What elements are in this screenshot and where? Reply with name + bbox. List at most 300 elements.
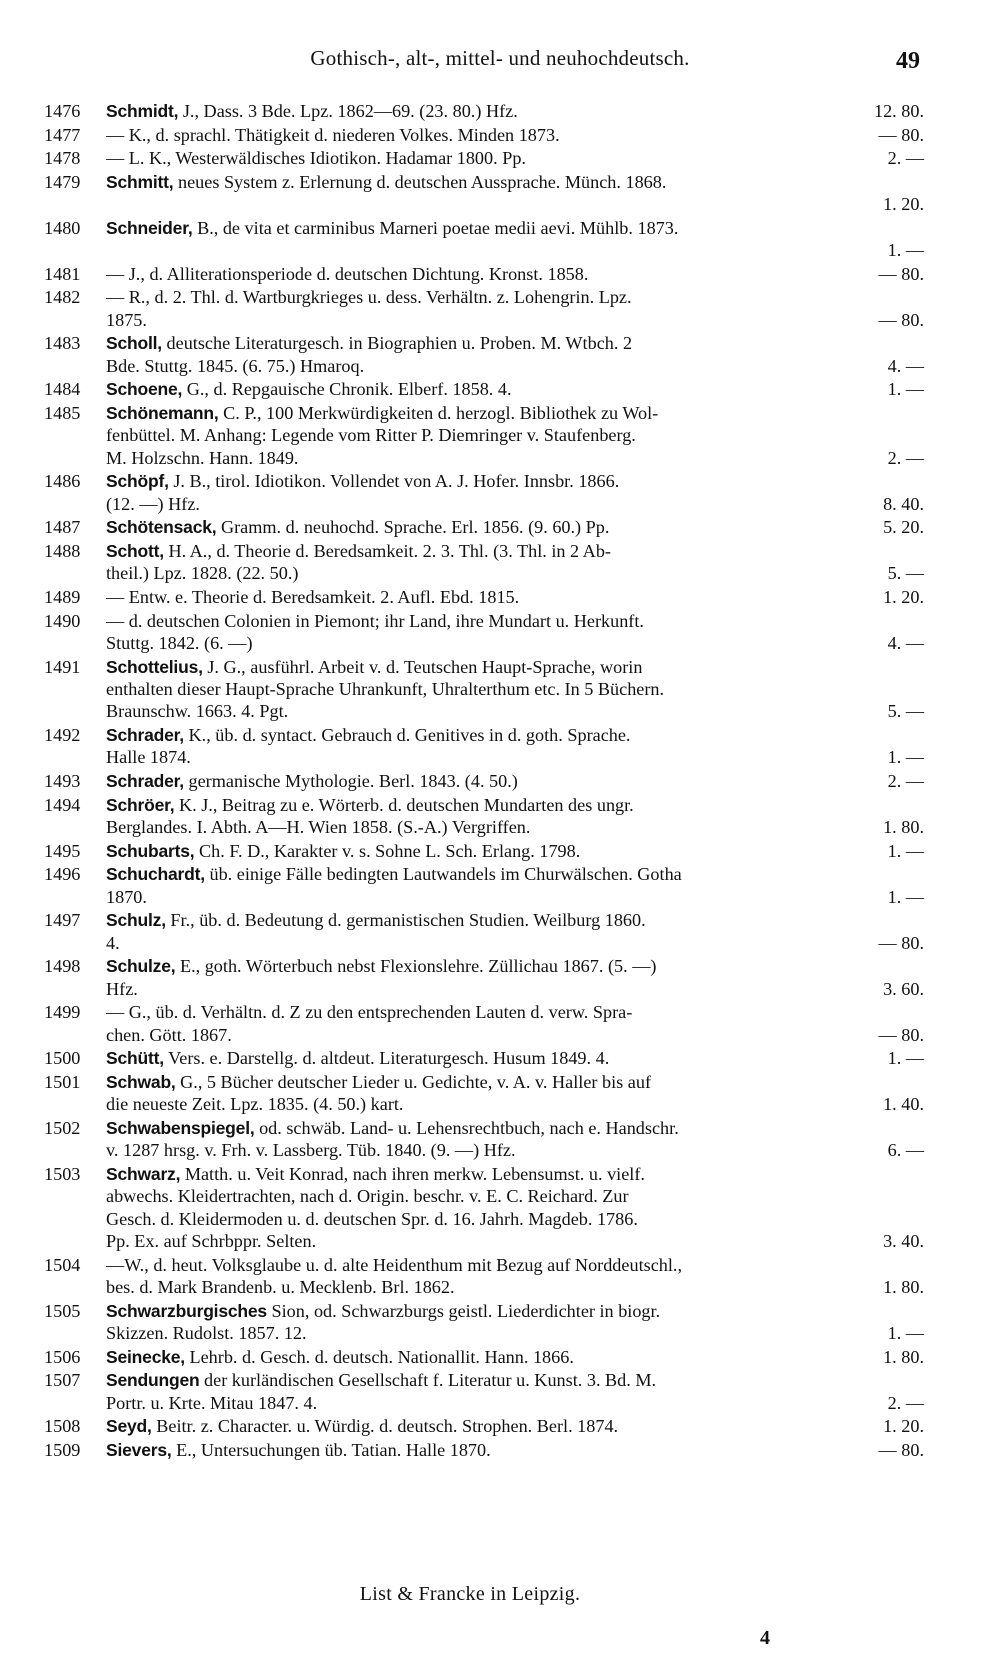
catalog-entry-list: [44, 100, 924, 1462]
entry-line: [106, 746, 924, 768]
entry-price: 1. —: [887, 886, 924, 907]
catalog-entry: [44, 1415, 924, 1437]
entry-line-text: G., d. Repgauische Chronik. Elberf. 1858. 4.: [186, 379, 512, 400]
entry-price: [916, 863, 924, 885]
entry-line-text: Vers. e. Darstellg. d. altdeut. Literaturgesch. Husum 1849. 4.: [168, 1048, 610, 1069]
entry-price: 1. 80.: [883, 1276, 924, 1297]
entry-number: 1481: [44, 263, 81, 284]
entry-line: [106, 286, 924, 308]
entry-line: [106, 263, 924, 285]
entry-text: [106, 1047, 609, 1069]
entry-line-text: bes. d. Mark Brandenb. u. Mecklenb. Brl. 1862.: [106, 1276, 455, 1297]
entry-line: [106, 909, 924, 931]
entry-price: [916, 332, 924, 354]
entry-text: [106, 171, 666, 193]
entry-text: [106, 955, 656, 977]
entry-price: — 80.: [878, 263, 924, 284]
entry-text: [106, 794, 634, 816]
entry-line: [106, 424, 924, 446]
entry-text: [106, 286, 632, 308]
entry-body: [106, 100, 924, 122]
entry-number: 1479: [44, 171, 81, 192]
entry-author: Schuchardt,: [106, 864, 205, 885]
catalog-entry: [44, 171, 924, 216]
entry-number: 1482: [44, 287, 81, 308]
entry-line-text: Ch. F. D., Karakter v. s. Sohne L. Sch. Erlang. 1798.: [199, 840, 581, 861]
entry-author: Schröer,: [106, 794, 175, 815]
entry-price: [916, 794, 924, 816]
entry-number: 1499: [44, 1002, 81, 1023]
entry-body: [106, 332, 924, 377]
entry-body: [106, 1001, 924, 1046]
catalog-entry: [44, 402, 924, 469]
entry-number: 1509: [44, 1439, 81, 1460]
entry-body: [106, 1254, 924, 1299]
entry-text: [106, 863, 682, 885]
entry-line: [106, 932, 924, 954]
entry-text: [106, 1254, 682, 1276]
entry-body: [106, 1117, 924, 1162]
entry-text: [106, 147, 526, 169]
catalog-entry: [44, 863, 924, 908]
entry-text: [106, 1208, 638, 1230]
entry-price: 8. 40.: [883, 493, 924, 514]
entry-author: Schütt,: [106, 1048, 164, 1069]
catalog-entry: [44, 378, 924, 400]
entry-line: [106, 493, 924, 515]
catalog-entry: [44, 147, 924, 169]
entry-price: 5. 20.: [883, 517, 924, 538]
entry-author: Schmidt,: [106, 101, 179, 121]
entry-number: 1489: [44, 586, 81, 607]
entry-line-text: C. P., 100 Merkwürdigkeiten d. herzogl. Bibliothek zu Wol-: [223, 402, 659, 423]
entry-price: 1. 20.: [883, 586, 924, 607]
entry-body: [106, 1415, 924, 1437]
entry-text: [106, 1163, 645, 1185]
entry-price: 3. 40.: [883, 1230, 924, 1251]
entry-price: [916, 1185, 924, 1207]
catalog-entry: [44, 656, 924, 723]
entry-line-text: Beitr. z. Character. u. Würdig. d. deutsch. Strophen. Berl. 1874.: [156, 1416, 619, 1437]
entry-line: [106, 678, 924, 700]
entry-price: 1. 20.: [883, 1416, 924, 1437]
entry-line-text: 4.: [106, 932, 120, 953]
entry-price: 5. —: [887, 701, 924, 722]
entry-number: 1507: [44, 1370, 81, 1391]
entry-price: [916, 286, 924, 308]
entry-price: [916, 1300, 924, 1322]
entry-price: 4. —: [887, 632, 924, 653]
catalog-entry: [44, 1163, 924, 1253]
entry-text: [106, 1185, 629, 1207]
entry-number: 1500: [44, 1048, 81, 1069]
entry-price: 1. —: [887, 379, 924, 400]
entry-line-text: — L. K., Westerwäldisches Idiotikon. Hadamar 1800. Pp.: [106, 148, 526, 169]
entry-price: [916, 217, 924, 239]
entry-line-text: v. 1287 hrsg. v. Frh. v. Lassberg. Tüb. 1840. (9. —) Hfz.: [106, 1140, 516, 1161]
entry-text: [106, 402, 658, 424]
entry-line: [106, 1093, 924, 1115]
entry-text: [106, 932, 120, 954]
entry-line: [106, 1300, 924, 1322]
entry-line: [106, 124, 924, 146]
entry-number: 1483: [44, 333, 81, 354]
entry-line: [106, 700, 924, 722]
entry-author: Schötensack,: [106, 517, 217, 538]
entry-line-text: (12. —) Hfz.: [106, 493, 200, 514]
entry-line-text: deutsche Literaturgesch. in Biographien u. Proben. M. Wtbch. 2: [166, 333, 633, 354]
entry-price: 1. —: [887, 840, 924, 861]
entry-line: [106, 239, 924, 261]
entry-text: [106, 816, 530, 838]
entry-price: 3. 60.: [883, 978, 924, 999]
entry-body: [106, 656, 924, 723]
entry-line-text: — G., üb. d. Verhältn. d. Z zu den entsprechenden Lauten d. verw. Spra-: [106, 1002, 633, 1023]
entry-author: Seyd,: [106, 1416, 152, 1437]
entry-author: Schönemann,: [106, 402, 219, 423]
entry-number: 1491: [44, 656, 81, 677]
entry-body: [106, 1300, 924, 1345]
entry-price: [916, 1071, 924, 1093]
entry-line-text: — d. deutschen Colonien in Piemont; ihr Land, ihre Mundart u. Herkunft.: [106, 610, 644, 631]
entry-line: [106, 955, 924, 977]
entry-price: 5. —: [887, 563, 924, 584]
entry-body: [106, 378, 924, 400]
entry-price: 1. —: [887, 240, 924, 261]
entry-body: [106, 470, 924, 515]
entry-line-text: K., üb. d. syntact. Gebrauch d. Genitives in d. goth. Sprache.: [188, 724, 631, 745]
entry-author: Sievers,: [106, 1439, 172, 1460]
entry-price: [916, 610, 924, 632]
entry-line-text: 1870.: [106, 886, 147, 907]
entry-text: [106, 470, 619, 492]
entry-body: [106, 171, 924, 216]
catalog-entry: [44, 1346, 924, 1368]
entry-line: [106, 724, 924, 746]
catalog-entry: [44, 840, 924, 862]
entry-line: [106, 632, 924, 654]
entry-line-text: M. Holzschn. Hann. 1849.: [106, 447, 299, 468]
entry-line: [106, 1139, 924, 1161]
entry-body: [106, 124, 924, 146]
entry-price: [916, 1254, 924, 1276]
entry-line: [106, 402, 924, 424]
entry-number: 1478: [44, 148, 81, 169]
entry-price: — 80.: [878, 932, 924, 953]
entry-number: 1486: [44, 471, 81, 492]
entry-number: 1492: [44, 724, 81, 745]
entry-text: [106, 770, 518, 792]
entry-text: [106, 610, 644, 632]
entry-line: [106, 610, 924, 632]
entry-price: [916, 171, 924, 193]
entry-line: [106, 794, 924, 816]
entry-text: [106, 309, 147, 331]
entry-author: Schottelius,: [106, 656, 203, 677]
entry-number: 1506: [44, 1346, 81, 1367]
entry-text: [106, 493, 200, 515]
entry-body: [106, 909, 924, 954]
entry-author: Schubarts,: [106, 840, 195, 861]
entry-number: 1480: [44, 217, 81, 238]
entry-text: [106, 1392, 317, 1414]
entry-line-text: 1875.: [106, 309, 147, 330]
entry-number: 1503: [44, 1163, 81, 1184]
entry-author: Schwabenspiegel,: [106, 1117, 255, 1138]
entry-price: — 80.: [878, 309, 924, 330]
entry-price: [916, 955, 924, 977]
catalog-entry: [44, 724, 924, 769]
entry-line: [106, 470, 924, 492]
entry-line-text: — Entw. e. Theorie d. Beredsamkeit. 2. Aufl. Ebd. 1815.: [106, 586, 520, 607]
entry-body: [106, 1346, 924, 1368]
entry-text: [106, 746, 191, 768]
entry-number: 1497: [44, 910, 81, 931]
entry-text: [106, 1071, 651, 1093]
entry-line-text: Skizzen. Rudolst. 1857. 12.: [106, 1322, 307, 1343]
entry-price: 2. —: [887, 1392, 924, 1413]
entry-text: [106, 447, 298, 469]
entry-author: Schulze,: [106, 956, 176, 977]
catalog-entry: [44, 586, 924, 608]
entry-line: [106, 516, 924, 538]
entry-number: 1477: [44, 124, 81, 145]
entry-author: Schwab,: [106, 1071, 176, 1092]
entry-line-text: J., Dass. 3 Bde. Lpz. 1862—69. (23. 80.) Hfz.: [182, 101, 518, 121]
entry-line: [106, 1346, 924, 1368]
entry-body: [106, 770, 924, 792]
entry-body: [106, 724, 924, 769]
entry-line-text: Braunschw. 1663. 4. Pgt.: [106, 701, 289, 722]
entry-line: [106, 1276, 924, 1298]
entry-text: [106, 1439, 491, 1461]
entry-number: 1495: [44, 840, 81, 861]
entry-line: [106, 1415, 924, 1437]
entry-line: [106, 1071, 924, 1093]
entry-line: [106, 171, 924, 193]
entry-body: [106, 147, 924, 169]
entry-text: [106, 424, 636, 446]
entry-author: Seinecke,: [106, 1346, 185, 1367]
catalog-entry: [44, 540, 924, 585]
entry-text: [106, 1369, 656, 1391]
entry-author: Schwarzburgisches: [106, 1300, 267, 1321]
entry-line-text: E., goth. Wörterbuch nebst Flexionslehre. Züllichau 1867. (5. —): [179, 956, 657, 977]
entry-price: 1. —: [887, 1048, 924, 1069]
entry-line: [106, 1047, 924, 1069]
entry-line: [106, 1254, 924, 1276]
entry-body: [106, 610, 924, 655]
entry-line: [106, 217, 924, 239]
catalog-entry: [44, 217, 924, 262]
entry-price: [916, 470, 924, 492]
entry-price: [916, 1208, 924, 1230]
entry-price: 1. 20.: [883, 194, 924, 215]
printer-signature: 4: [760, 1627, 770, 1649]
entry-line: [106, 1208, 924, 1230]
entry-number: 1484: [44, 379, 81, 400]
catalog-entry: [44, 1071, 924, 1116]
entry-line-text: G., 5 Bücher deutscher Lieder u. Gedichte, v. A. v. Haller bis auf: [180, 1071, 652, 1092]
entry-price: 1. 40.: [883, 1094, 924, 1115]
catalog-entry: [44, 770, 924, 792]
entry-number: 1498: [44, 956, 81, 977]
entry-author: Schott,: [106, 540, 164, 561]
entry-body: [106, 540, 924, 585]
entry-line: [106, 1163, 924, 1185]
entry-number: 1504: [44, 1254, 81, 1275]
entry-line: [106, 1322, 924, 1344]
entry-author: Sendungen: [106, 1370, 200, 1391]
entry-line-text: Halle 1874.: [106, 747, 191, 768]
entry-text: [106, 124, 560, 146]
entry-line-text: Matth. u. Veit Konrad, nach ihren merkw. Lebensumst. u. vielf.: [184, 1163, 645, 1184]
entry-line-text: abwechs. Kleidertrachten, nach d. Origin. beschr. v. E. C. Reichard. Zur: [106, 1186, 629, 1207]
entry-price: 2. —: [887, 447, 924, 468]
entry-line: [106, 355, 924, 377]
entry-line-text: Pp. Ex. auf Schrbppr. Selten.: [106, 1230, 317, 1251]
publisher-footer: List & Francke in Leipzig.: [359, 1583, 581, 1605]
entry-body: [106, 840, 924, 862]
entry-line-text: J. B., tirol. Idiotikon. Vollendet von A. J. Hofer. Innsbr. 1866.: [173, 471, 620, 492]
entry-price: [916, 1163, 924, 1185]
entry-text: [106, 263, 588, 285]
entry-text: [106, 1024, 232, 1046]
catalog-entry: [44, 909, 924, 954]
entry-line: [106, 447, 924, 469]
catalog-entry: [44, 1369, 924, 1414]
entry-price: 2. —: [887, 148, 924, 169]
catalog-entry: [44, 1300, 924, 1345]
catalog-entry: [44, 100, 924, 122]
entry-line: [106, 863, 924, 885]
entry-line: [106, 886, 924, 908]
entry-number: 1490: [44, 610, 81, 631]
entry-text: [106, 840, 580, 862]
entry-line: [106, 540, 924, 562]
entry-price: — 80.: [878, 1439, 924, 1460]
entry-line-text: Bde. Stuttg. 1845. (6. 75.) Hmaroq.: [106, 355, 365, 376]
entry-text: [106, 586, 519, 608]
entry-number: 1494: [44, 794, 81, 815]
entry-line: [106, 840, 924, 862]
entry-price: [916, 1001, 924, 1023]
catalog-entry: [44, 124, 924, 146]
entry-body: [106, 955, 924, 1000]
entry-line-text: Fr., üb. d. Bedeutung d. germanistischen Studien. Weilburg 1860.: [170, 910, 646, 931]
page-header: [40, 46, 960, 80]
entry-line: [106, 562, 924, 584]
entry-price: — 80.: [878, 1024, 924, 1045]
entry-line-text: germanische Mythologie. Berl. 1843. (4. 50.): [188, 770, 518, 791]
entry-text: [106, 886, 147, 908]
entry-line: [106, 332, 924, 354]
entry-number: 1493: [44, 770, 81, 791]
entry-price: [916, 402, 924, 424]
entry-body: [106, 516, 924, 538]
entry-line: [106, 656, 924, 678]
entry-line-text: Gramm. d. neuhochd. Sprache. Erl. 1856. (9. 60.) Pp.: [220, 517, 610, 538]
entry-price: 2. —: [887, 770, 924, 791]
entry-price: 1. 80.: [883, 816, 924, 837]
entry-line-text: theil.) Lpz. 1828. (22. 50.): [106, 563, 299, 584]
entry-price: [916, 1117, 924, 1139]
entry-line: [106, 1024, 924, 1046]
entry-number: 1501: [44, 1071, 81, 1092]
entry-text: [106, 540, 611, 562]
entry-price: [916, 1369, 924, 1391]
entry-number: 1487: [44, 517, 81, 538]
entry-line: [106, 309, 924, 331]
entry-text: [106, 724, 630, 746]
entry-price: [916, 909, 924, 931]
entry-number: 1505: [44, 1300, 81, 1321]
entry-line-text: E., Untersuchungen üb. Tatian. Halle 1870.: [176, 1439, 491, 1460]
entry-author: Schwarz,: [106, 1163, 181, 1184]
entry-text: [106, 1001, 632, 1023]
entry-author: Schrader,: [106, 770, 184, 791]
entry-text: [106, 909, 646, 931]
entry-line-text: die neueste Zeit. Lpz. 1835. (4. 50.) kart.: [106, 1094, 404, 1115]
entry-text: [106, 516, 609, 538]
entry-line: [106, 1439, 924, 1461]
entry-line-text: H. A., d. Theorie d. Beredsamkeit. 2. 3. Thl. (3. Thl. in 2 Ab-: [168, 540, 611, 561]
entry-line: [106, 770, 924, 792]
entry-line: [106, 100, 924, 122]
catalog-entry: [44, 516, 924, 538]
entry-price: 1. 80.: [883, 1346, 924, 1367]
entry-author: Scholl,: [106, 333, 162, 354]
entry-line-text: Berglandes. I. Abth. A—H. Wien 1858. (S.-A.) Vergriffen.: [106, 816, 531, 837]
catalog-entry: [44, 1439, 924, 1461]
entry-author: Schulz,: [106, 910, 166, 931]
entry-line-text: Sion, od. Schwarzburgs geistl. Liederdichter in biogr.: [271, 1300, 661, 1321]
entry-body: [106, 1047, 924, 1069]
entry-text: [106, 217, 678, 239]
entry-line-text: Portr. u. Krte. Mitau 1847. 4.: [106, 1392, 318, 1413]
entry-line-text: B., de vita et carminibus Marneri poetae medii aevi. Mühlb. 1873.: [197, 217, 679, 238]
entry-line-text: K. J., Beitrag zu e. Wörterb. d. deutschen Mundarten des ungr.: [178, 794, 634, 815]
entry-text: [106, 632, 253, 654]
entry-line-text: — J., d. Alliterationsperiode d. deutschen Dichtung. Kronst. 1858.: [106, 263, 589, 284]
entry-text: [106, 1346, 574, 1368]
entry-line: [106, 1001, 924, 1023]
entry-body: [106, 1369, 924, 1414]
entry-text: [106, 978, 138, 1000]
entry-number: 1502: [44, 1117, 81, 1138]
entry-line: [106, 1230, 924, 1252]
entry-price: [916, 724, 924, 746]
catalog-entry: [44, 470, 924, 515]
entry-text: [106, 1322, 307, 1344]
entry-line-text: fenbüttel. M. Anhang: Legende vom Ritter P. Diemringer v. Staufenberg.: [106, 425, 636, 446]
entry-author: Schrader,: [106, 724, 184, 745]
entry-line-text: od. schwäb. Land- u. Lehensrechtbuch, nach e. Handschr.: [259, 1117, 679, 1138]
entry-text: [106, 1117, 679, 1139]
entry-line: [106, 586, 924, 608]
entry-body: [106, 1071, 924, 1116]
catalog-entry: [44, 1001, 924, 1046]
entry-line-text: — K., d. sprachl. Thätigkeit d. niederen Volkes. Minden 1873.: [106, 124, 560, 145]
entry-text: [106, 1276, 455, 1298]
entry-line-text: chen. Gött. 1867.: [106, 1024, 232, 1045]
entry-price: 4. —: [887, 355, 924, 376]
entry-text: [106, 355, 364, 377]
entry-line-text: Stuttg. 1842. (6. —): [106, 632, 253, 653]
entry-line-text: — R., d. 2. Thl. d. Wartburgkrieges u. dess. Verhältn. z. Lohengrin. Lpz.: [106, 287, 632, 308]
entry-line: [106, 1392, 924, 1414]
entry-number: 1496: [44, 864, 81, 885]
